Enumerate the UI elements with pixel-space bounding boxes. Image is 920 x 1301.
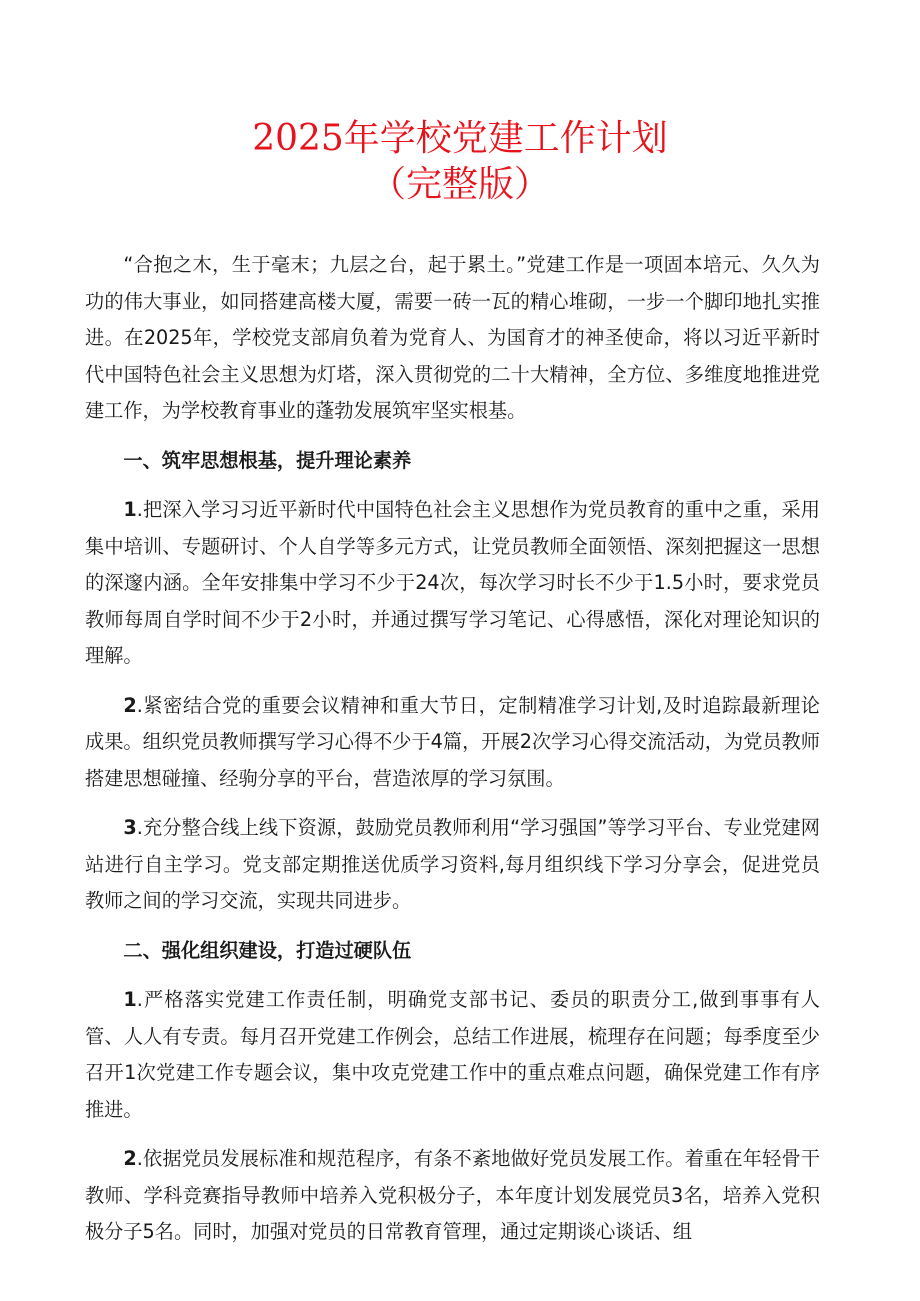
item-number: 2	[123, 693, 137, 717]
item-number: 2	[123, 1147, 137, 1170]
intro-paragraph: “合抱之木，生于毫末；九层之台，起于累土。”党建工作是一项固本培元、久久为功的伟大事业，如同搭建高楼大厦，需要一砖一瓦的精心堆砌，一步一个脚印地扎实推进。在2025年，学校党支部肩负着为党育人、为国育才的神圣使命，将以习近平新时代中国特色社会主义思想为灯塔，深入贯彻党的二十大精神，全方位、多维度地推进党建工作，为学校教育事业的蓬勃发展筑牢坚实根基。	[85, 253, 820, 422]
section-1-item-1	[85, 492, 820, 675]
item-number: 1	[123, 988, 137, 1011]
section-2-item-1	[85, 982, 820, 1128]
section-1-item-3	[85, 810, 820, 920]
document-subtitle: （完整版）	[369, 164, 550, 205]
item-number: 3	[123, 816, 137, 839]
item-text: .严格落实党建工作责任制，明确党支部书记、委员的职责分工,做到事事有人管、人人有专责。每月召开党建工作例会，总结工作进展，梳理存在问题；每季度至少召开1次党建工作专题会议，集中攻克党建工作中的重点难点问题，确保党建工作有序推进。	[85, 988, 820, 1121]
item-text: .依据党员发展标准和规范程序，有条不紊地做好党员发展工作。着重在年轻骨干教师、学科竞赛指导教师中培养入党积极分子，本年度计划发展党员3名，培养入党积极分子5名。同时，加强对党员的日常教育管理，通过定期谈心谈话、组	[85, 1147, 820, 1243]
item-text: .紧密结合党的重要会议精神和重大节日，定制精准学习计划,及时追踪最新理论成果。组织党员教师撰写学习心得不少于4篇，开展2次学习心得交流活动，为党员教师搭建思想碰撞、经驹分享的平台，营造浓厚的学习氛围。	[85, 693, 820, 790]
item-text: .把深入学习习近平新时代中国特色社会主义思想作为党员教育的重中之重，采用集中培训、专题研讨、个人自学等多元方式，让党员教师全面领悟、深刻把握这一思想的深邃内涵。全年安排集中学习不少于24次，每次学习时长不少于1.5小时，要求党员教师每周自学时间不少于2小时，并通过撰写学习笔记、心得感悟，深化对理论知识的理解。	[85, 498, 820, 667]
document-body	[85, 247, 820, 1264]
item-text: .充分整合线上线下资源，鼓励党员教师利用“学习强国”等学习平台、专业党建网站进行自主学习。党支部定期推送优质学习资料,每月组织线下学习分享会，促进党员教师之间的学习交流，实现共同进步。	[85, 816, 820, 912]
item-number: 1	[123, 498, 137, 521]
document-title: 2025年学校党建工作计划	[252, 118, 668, 159]
section-heading-1: 一、筑牢思想根基，提升理论素养	[123, 448, 412, 472]
section-1-item-2	[85, 688, 820, 798]
section-2-item-2	[85, 1141, 820, 1251]
section-heading-2: 二、强化组织建设，打造过硬队伍	[123, 938, 412, 962]
